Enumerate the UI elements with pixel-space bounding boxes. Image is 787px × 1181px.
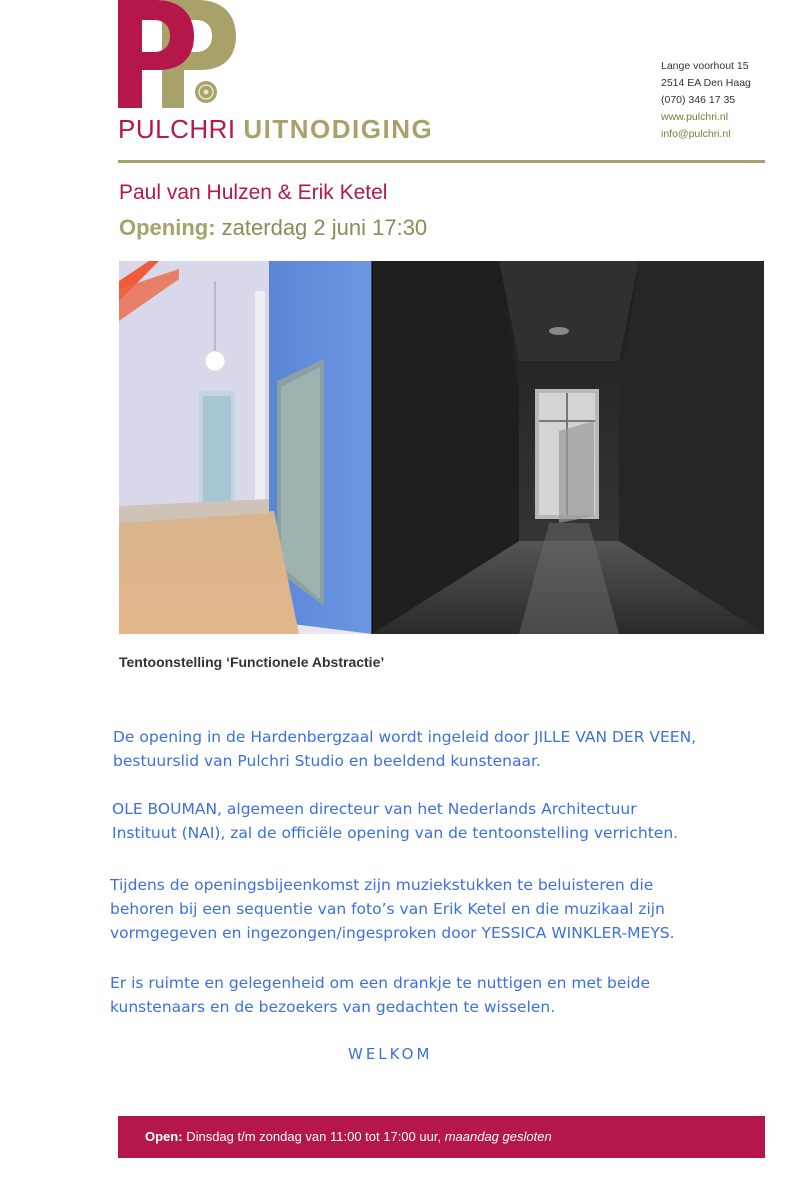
closed-note: maandag gesloten — [444, 1129, 552, 1144]
exhibition-title: Tentoonstelling ‘Functionele Abstractie’ — [119, 654, 385, 670]
paragraph-line: Tijdens de openingsbijeenkomst zijn muziekstukken te beluisteren die — [110, 876, 654, 894]
logo-wordmark — [118, 114, 433, 145]
brand-subtitle: UITNODIGING — [243, 114, 434, 144]
artists-title: Paul van Hulzen & Erik Ketel — [119, 181, 388, 204]
exhibition-photo — [119, 261, 764, 634]
paragraph-line: OLE BOUMAN, algemeen directeur van het Nederlands Architectuur — [112, 800, 637, 818]
opening-date: zaterdag 2 juni 17:30 — [221, 215, 428, 240]
address-street: Lange voorhout 15 — [661, 60, 749, 72]
paragraph-line: De opening in de Hardenbergzaal wordt ingeleid door JILLE VAN DER VEEN, — [113, 728, 697, 746]
opening-label: Opening: — [119, 215, 216, 240]
address-block — [661, 58, 751, 143]
address-city: 2514 EA Den Haag — [661, 77, 751, 89]
open-hours: Dinsdag t/m zondag van 11:00 tot 17:00 uur, — [186, 1129, 442, 1144]
opening-line — [119, 215, 427, 241]
email-link[interactable]: info@pulchri.nl — [661, 128, 731, 140]
header-divider — [118, 160, 765, 163]
paragraph-drinks — [110, 971, 650, 1019]
paragraph-line: kunstenaars en de bezoekers van gedachten te wisselen. — [110, 998, 556, 1016]
paragraph-line: bestuurslid van Pulchri Studio en beeldend kunstenaar. — [113, 752, 541, 770]
address-phone: (070) 346 17 35 — [661, 94, 736, 106]
paragraph-line: Er is ruimte en gelegenheid om een drankje te nuttigen en met beide — [110, 974, 651, 992]
brand-name: PULCHRI — [118, 114, 236, 144]
paragraph-line: Instituut (NAI), zal de officiële opening van de tentoonstelling verrichten. — [112, 824, 679, 842]
paragraph-music — [110, 873, 675, 945]
welcome-text: WELKOM — [348, 1045, 433, 1063]
paragraph-line: vormgegeven en ingezongen/ingesproken door YESSICA WINKLER-MEYS. — [110, 924, 675, 942]
open-label: Open: — [145, 1129, 183, 1144]
paragraph-opening-speaker — [112, 797, 678, 845]
paragraph-line: behoren bij een sequentie van foto’s van Erik Ketel en die muzikaal zijn — [110, 900, 665, 918]
paragraph-intro — [113, 725, 696, 773]
website-link[interactable]: www.pulchri.nl — [661, 111, 729, 123]
opening-hours — [145, 1129, 552, 1144]
